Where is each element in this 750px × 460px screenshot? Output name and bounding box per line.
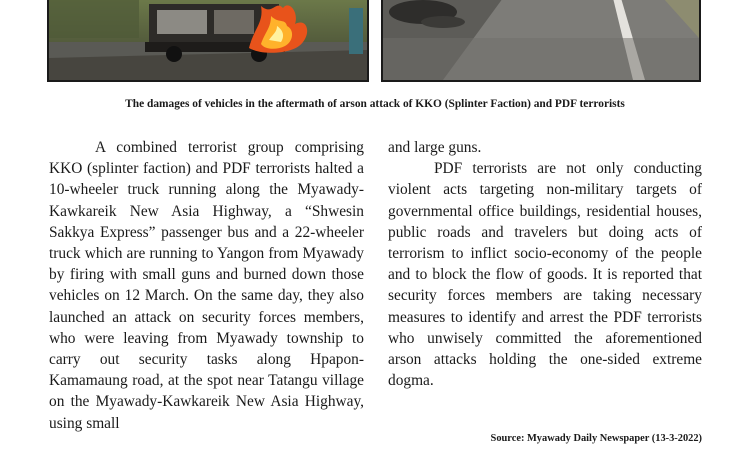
burned-road-photo (381, 0, 701, 82)
article-paragraph-1: A combined terrorist group comprising KKO (splinter faction) and PDF terrorists halted a 10-wheeler truck running along the Myawady-Kawkareik New Asia Highway, a “Shwesin Sakkya Express” passenger bus and a 22-wheeler truck which are running to Yangon from Myawady by firing with small guns and burned down those vehicles on 12 March. On the same day, they also launched an attack on security forces members, who were leaving from Myawady township to carry out security tasks along Hpapon-Kamamaung road, at the spot near Tatangu village on the Myawady-Kawkareik New Asia Highway, using small (49, 139, 364, 432)
photo-row (0, 0, 750, 86)
article-column-left (49, 137, 364, 434)
photo-caption: The damages of vehicles in the aftermath of arson attack of KKO (Splinter Faction) and PDF terrorists (125, 98, 625, 110)
burned-road-photo-icon (383, 0, 699, 80)
article-column-right (388, 137, 702, 391)
burning-vehicle-photo (47, 0, 369, 82)
burning-vehicle-photo-icon (49, 0, 367, 80)
source-credit: Source: Myawady Daily Newspaper (13-3-2022) (490, 433, 702, 444)
article-paragraph-2: PDF terrorists are not only conducting violent acts targeting non-military targets of governmental office buildings, residential houses, public roads and travelers but doing acts of terrorism to inflict socio-economy of the people and to block the flow of goods. It is reported that security forces members are taking necessary measures to identify and arrest the PDF terrorists who unwisely committed the aforementioned arson attacks holding the one-sided extreme dogma. (388, 160, 702, 390)
article-paragraph-1-continued: and large guns. (388, 139, 482, 156)
